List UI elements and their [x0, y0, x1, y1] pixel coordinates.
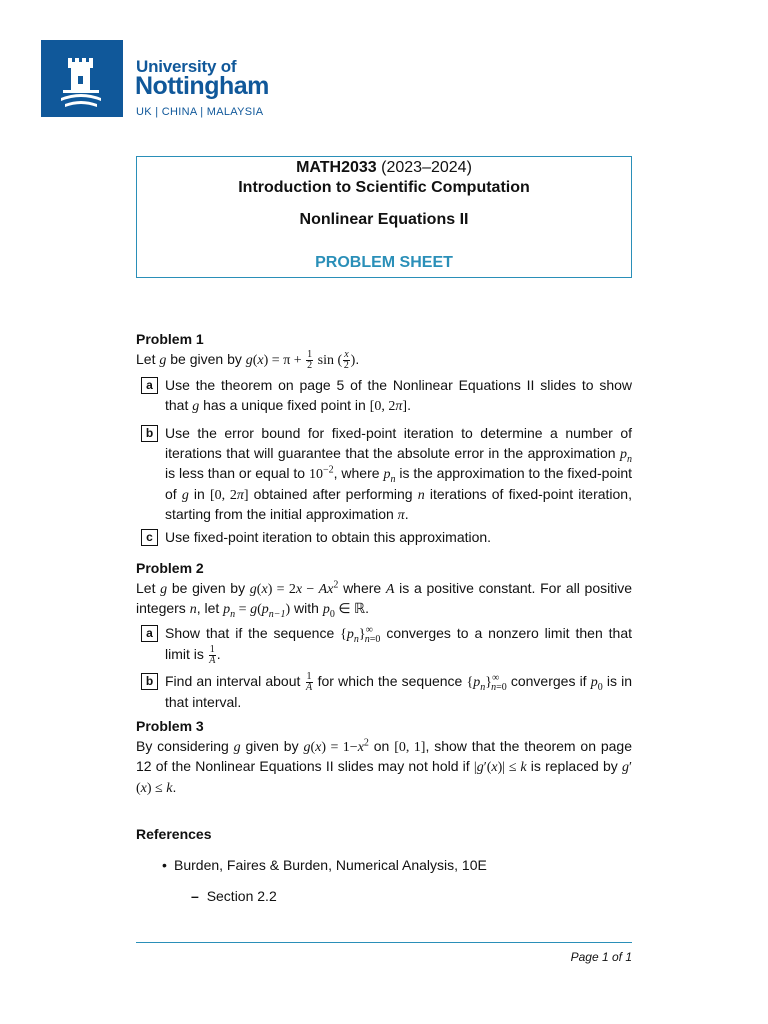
problem-statement: By considering g given by $g(x) = 1-x^2$ on [0, 1], show that the theorem on page 12 of the Nonlinear Equations II slides may not hold if |g′(x)| ≤ k is replaced by g′(x) ≤ k.	[136, 736, 633, 796]
part-label: b	[141, 673, 158, 690]
problem-statement: Let g be given by g(x) = π + $\frac{1}{2}$ sin ( $\frac{x}{2}$ ).	[136, 348, 360, 371]
reference-text: Burden, Faires & Burden, Numerical Analysis, 10E	[174, 857, 487, 873]
course-line	[137, 159, 631, 177]
dash: –	[191, 888, 199, 904]
problem-heading: Problem 2	[136, 560, 204, 576]
course-years: (2023–2024)	[381, 159, 472, 176]
problem-1-part-a	[136, 376, 632, 416]
topic-title: Nonlinear Equations II	[299, 211, 469, 228]
university-crest-logo	[41, 40, 123, 117]
references-heading: References	[136, 826, 212, 842]
reference-subitem-text: Section 2.2	[206, 888, 277, 904]
problem-2-part-b	[136, 672, 632, 713]
part-label: a	[141, 377, 158, 394]
problem-heading: Problem 3	[136, 718, 204, 734]
part-label: a	[141, 625, 158, 642]
problem-statement: Let g be given by $g(x) = 2x - Ax^2$ where A is a positive constant. For all positive integers n, let $p_n = g(p_{n-1})$ with $p_0$ ∈ ℝ.	[136, 578, 633, 620]
course-title: Introduction to Scientific Computation	[238, 179, 530, 196]
page-number: Page 1 of 1	[570, 950, 632, 964]
references-section	[136, 825, 632, 845]
problem-2	[136, 559, 632, 620]
part-label: c	[141, 529, 158, 546]
castle-icon	[41, 40, 123, 117]
part-text: b Use the error bound for fixed-point iteration to determine a number of iterations that will guarantee that the absolute error in the approximation $p_n$ is less than or equal to $10^{-2}$, where $p_n$ is the approximation to the fixed-point of g in [0, 2π] obtained after performing n iterations of fixed-point iteration, starting from the initial approximation π.	[136, 424, 632, 526]
problem-1-part-c	[136, 528, 632, 548]
footer-rule	[136, 942, 632, 943]
course-code: MATH2033	[296, 159, 377, 176]
part-text: a Use the theorem on page 5 of the Nonlinear Equations II slides to show that g has a unique fixed point in [0, 2π].	[136, 376, 632, 416]
logo-text-nottingham: Nottingham	[135, 72, 269, 100]
logo-text-university-of: University of	[136, 57, 237, 76]
problem-1-part-b	[136, 424, 632, 526]
part-label: b	[141, 425, 158, 442]
part-text: a Show that if the sequence $\{p_n\}^\infty_{n=0}$ converges to a nonzero limit then that limit is $\frac{1}{A}$ .	[136, 624, 632, 666]
problem-1	[136, 330, 632, 371]
problem-heading: Problem 1	[136, 331, 204, 347]
reference-subitem	[136, 887, 632, 907]
bullet: •	[162, 857, 167, 873]
title-box	[136, 156, 632, 278]
reference-item	[136, 856, 632, 876]
part-c-text: Use fixed-point iteration to obtain this approximation.	[165, 529, 492, 545]
problem-2-part-a	[136, 624, 632, 666]
problem-3	[136, 717, 632, 798]
part-text: b Find an interval about $\frac{1}{A}$ for which the sequence $\{p_n\}^\infty_{n=0}$ converges if $p_0$ is in that interval.	[136, 672, 632, 713]
part-text	[136, 528, 632, 548]
sheet-label: PROBLEM SHEET	[315, 254, 453, 271]
logo-text-campuses: UK | CHINA | MALAYSIA	[136, 106, 264, 118]
